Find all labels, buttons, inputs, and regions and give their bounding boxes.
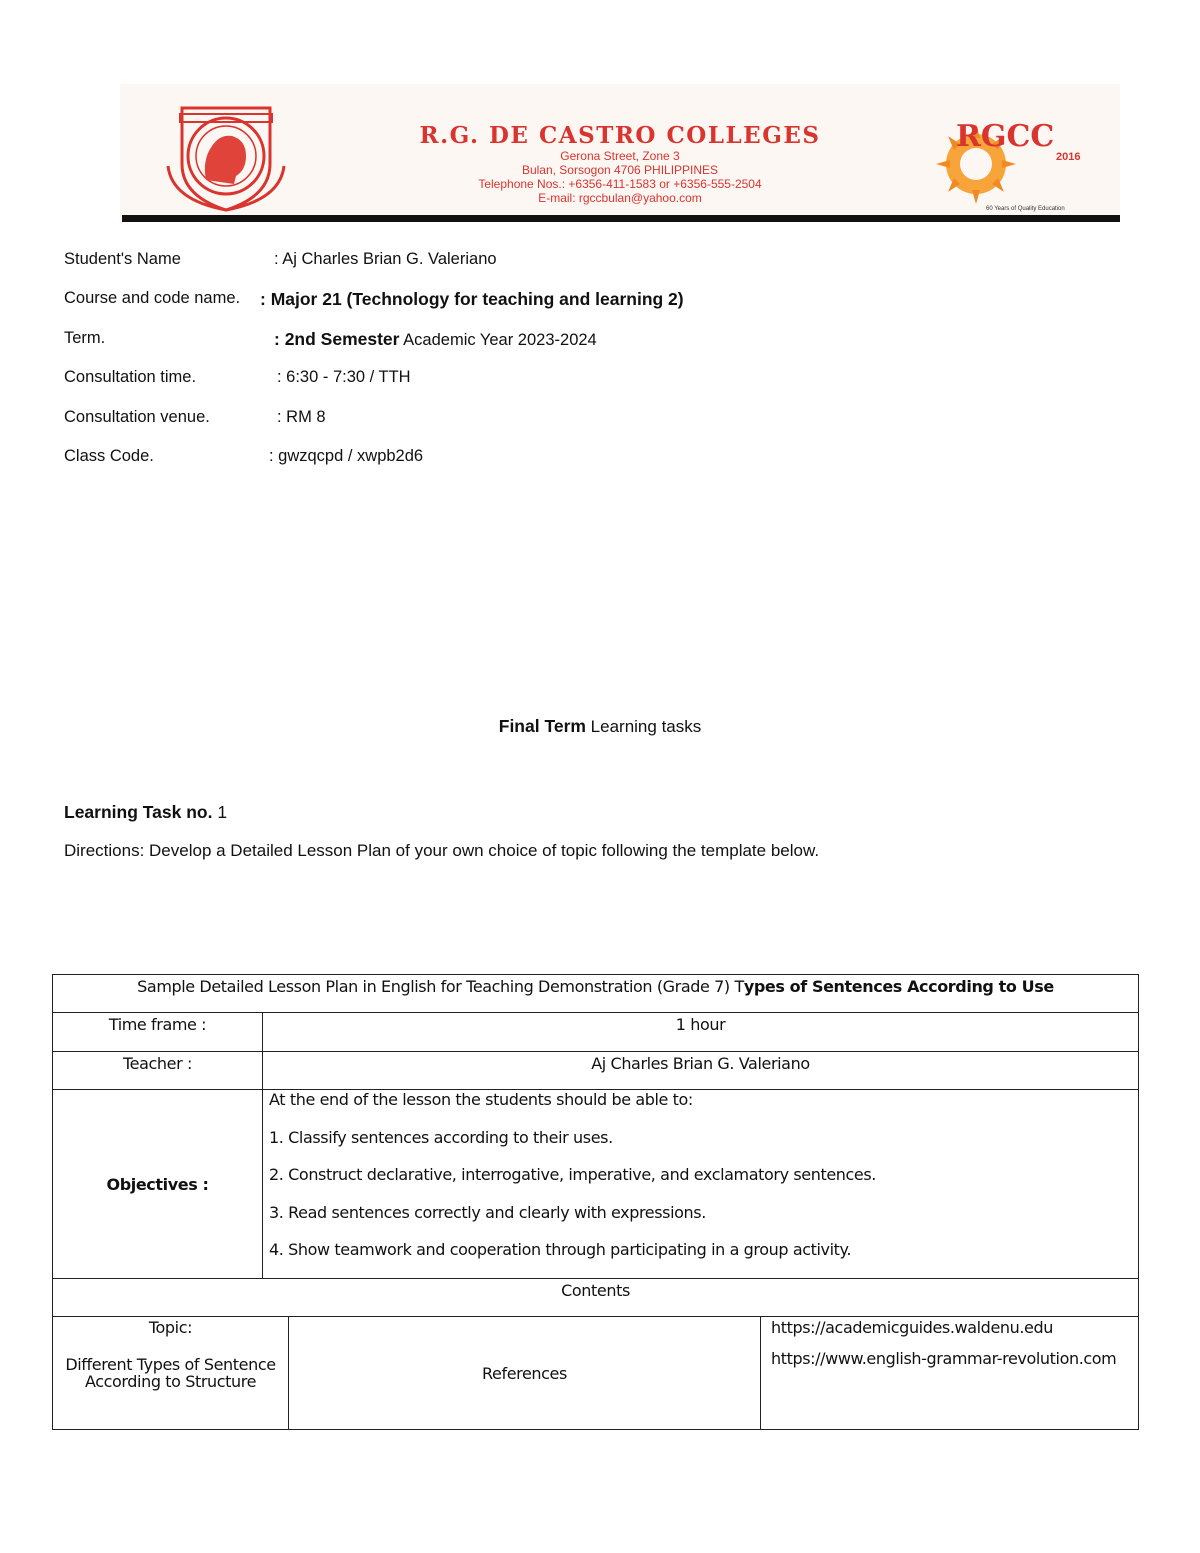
table-row — [53, 975, 1139, 1013]
topic-cell — [53, 1317, 289, 1430]
section-title — [0, 716, 1200, 737]
table-row — [53, 1090, 1139, 1279]
school-name: R.G. DE CASTRO COLLEGES — [419, 122, 821, 149]
table-row — [53, 1052, 1139, 1090]
objective-item: 2. Construct declarative, interrogative, imperative, and exclamatory sentences. — [269, 1165, 876, 1184]
topic-value: Different Types of Sentence According to Structure — [65, 1355, 276, 1391]
rgcc-logo-year: 2016 — [1056, 151, 1081, 163]
objective-item: 4. Show teamwork and cooperation through participating in a group activity. — [269, 1240, 852, 1259]
letterhead-rule — [122, 215, 1120, 222]
class-code-label: Class Code. — [64, 446, 154, 465]
consultation-venue-label: Consultation venue. — [64, 407, 210, 426]
objectives-label: Objectives : — [53, 1090, 263, 1279]
email-line: E-mail: rgccbulan@yahoo.com — [538, 191, 702, 205]
teacher-label: Teacher : — [53, 1052, 263, 1090]
teacher-value: Aj Charles Brian G. Valeriano — [263, 1052, 1139, 1090]
task-heading-number: 1 — [212, 802, 228, 822]
objective-item: 3. Read sentences correctly and clearly with expressions. — [269, 1202, 706, 1222]
directions-text: Directions: Develop a Detailed Lesson Plan of your own choice of topic following the template below. — [64, 841, 820, 860]
task-heading — [64, 802, 227, 823]
lesson-plan-title-bold: ypes of Sentences According to Use — [743, 977, 1054, 996]
references-list — [761, 1317, 1139, 1430]
lesson-plan-title: Sample Detailed Lesson Plan in English for Teaching Demonstration (Grade 7) T — [137, 977, 744, 996]
time-frame-label: Time frame : — [53, 1013, 263, 1052]
term-semester: 2nd Semester — [284, 328, 400, 349]
objectives-cell — [263, 1090, 1139, 1279]
rgcc-logo-tagline: 60 Years of Quality Education — [986, 206, 1065, 212]
topic-label: Topic: — [148, 1318, 193, 1337]
term-academic-year: Academic Year 2023-2024 — [399, 330, 597, 349]
consultation-time-value: : 6:30 - 7:30 / TTH — [277, 368, 411, 387]
table-row — [53, 1279, 1139, 1317]
references-label: References — [289, 1317, 761, 1430]
course-label: Course and code name. — [64, 289, 241, 308]
telephone-line: Telephone Nos.: +6356-411-1583 or +6356-555-2504 — [478, 177, 762, 191]
letterhead — [120, 84, 1120, 222]
time-frame-value: 1 hour — [263, 1013, 1139, 1052]
address-line-1: Gerona Street, Zone 3 — [560, 149, 680, 163]
objective-item: 1. Classify sentences according to their uses. — [269, 1127, 613, 1147]
contents-label: Contents — [53, 1279, 1139, 1317]
rgcc-anniversary-logo — [926, 112, 1096, 214]
reference-link[interactable]: https://www.english-grammar-revolution.com — [771, 1349, 1117, 1368]
reference-link[interactable]: https://academicguides.waldenu.edu — [771, 1318, 1053, 1337]
table-row — [53, 1013, 1139, 1052]
section-title-bold: Final Term — [498, 716, 586, 736]
consultation-venue-value: : RM 8 — [277, 407, 326, 426]
objectives-intro: At the end of the lesson the students should be able to: — [269, 1090, 693, 1109]
lesson-plan-table — [52, 974, 1139, 1430]
course-value: : Major 21 (Technology for teaching and learning 2) — [260, 289, 684, 310]
lesson-plan-title-cell — [53, 975, 1139, 1013]
address-line-2: Bulan, Sorsogon 4706 PHILIPPINES — [521, 163, 719, 177]
table-row — [53, 1317, 1139, 1430]
class-code-value: : gwzqcpd / xwpb2d6 — [269, 446, 424, 465]
section-title-rest: Learning tasks — [585, 717, 702, 736]
term-label: Term. — [64, 328, 106, 347]
student-name-label: Student's Name — [64, 250, 181, 268]
student-name-value: : Aj Charles Brian G. Valeriano — [274, 250, 497, 268]
rgcc-logo-text: RGCC — [956, 119, 1055, 154]
school-seal-logo — [162, 104, 290, 212]
consultation-time-label: Consultation time. — [64, 368, 197, 387]
term-colon: : — [274, 328, 285, 349]
task-heading-bold: Learning Task no. — [64, 802, 213, 822]
